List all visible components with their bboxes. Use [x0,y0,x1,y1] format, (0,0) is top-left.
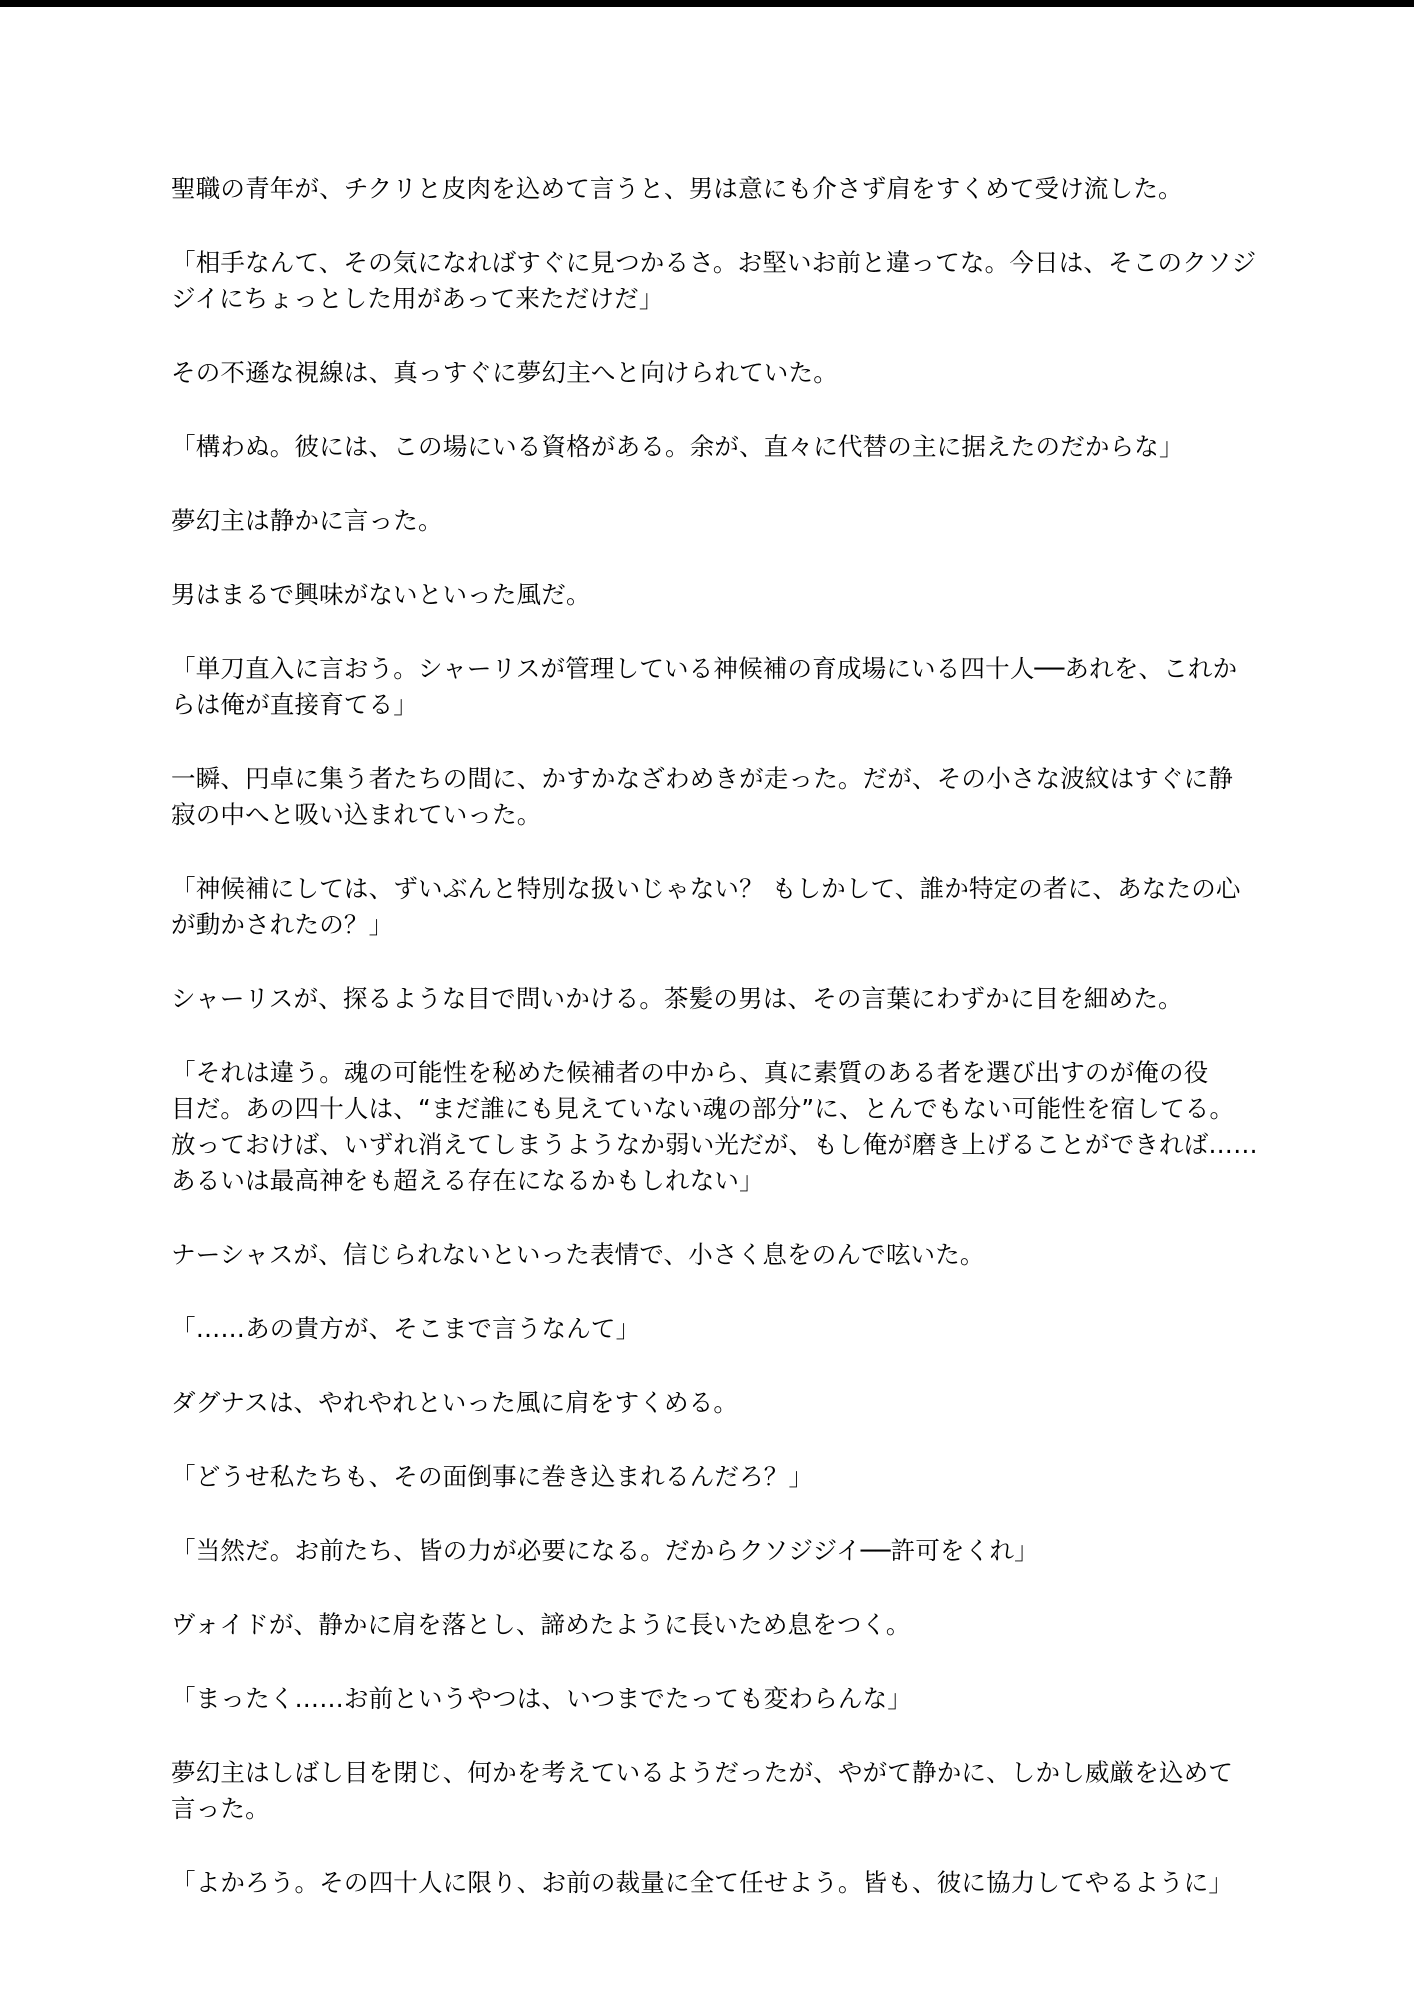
document-page [171,171,1258,1939]
paragraph [171,1385,1251,1421]
paragraph [171,577,1251,613]
text-line: 聖職の青年が、チクリと皮肉を込めて言うと、男は意にも介さず肩をすくめて受け流した。 [171,174,1183,203]
text-line: シャーリスが、探るような目で問いかける。茶髪の男は、その言葉にわずかに目を細めた。 [171,984,1183,1013]
text-line: 夢幻主は静かに言った。 [171,506,443,535]
text-line: ジイにちょっとした用があって来ただけだ」 [171,284,664,313]
text-line: 放っておけば、いずれ消えてしまうようなか弱い光だが、もし俺が磨き上げることができれば…… [171,1130,1258,1159]
text-line: らは俺が直接育てる」 [171,690,418,719]
paragraph [171,355,1251,391]
paragraph [171,1459,1251,1495]
paragraph [171,1311,1251,1347]
text-line: 「相手なんて、その気になればすぐに見つかるさ。お堅いお前と違ってな。今日は、そこのクソジ [171,248,1257,277]
text-line: ダグナスは、やれやれといった風に肩をすくめる。 [171,1388,739,1417]
text-line: 目だ。あの四十人は、“まだ誰にも見えていない魂の部分”に、とんでもない可能性を宿してる。 [171,1094,1235,1123]
paragraph [171,1237,1251,1273]
paragraph [171,1055,1258,1199]
top-border [0,0,1414,7]
text-line: 「まったく……お前というやつは、いつまでたっても変わらんな」 [171,1684,912,1713]
text-line: 寂の中へと吸い込まれていった。 [171,800,542,829]
text-line: 「どうせ私たちも、その面倒事に巻き込まれるんだろ？」 [171,1462,814,1491]
text-line: 「よかろう。その四十人に限り、お前の裁量に全て任せよう。皆も、彼に協力してやるように」 [171,1868,1234,1897]
text-line: 「神候補にしては、ずいぶんと特別な扱いじゃない？ もしかして、誰か特定の者に、あなたの心 [171,874,1241,903]
text-line: 「……あの貴方が、そこまで言うなんて」 [171,1314,641,1343]
text-line: 「当然だ。お前たち、皆の力が必要になる。だからクソジジイ──許可をくれ」 [171,1536,1039,1565]
text-line: 「それは違う。魂の可能性を秘めた候補者の中から、真に素質のある者を選び出すのが俺の役 [171,1058,1209,1087]
text-line: あるいは最高神をも超える存在になるかもしれない」 [171,1166,764,1195]
text-line: が動かされたの？」 [171,910,394,939]
paragraph [171,245,1257,317]
paragraph [171,1681,1251,1717]
text-line: ナーシャスが、信じられないといった表情で、小さく息をのんで呟いた。 [171,1240,985,1269]
paragraph [171,503,1251,539]
text-line: 「構わぬ。彼には、この場にいる資格がある。余が、直々に代替の主に据えたのだからな」 [171,432,1184,461]
text-line: その不遜な視線は、真っすぐに夢幻主へと向けられていた。 [171,358,838,387]
paragraph [171,1865,1251,1901]
paragraph [171,651,1251,723]
text-line: 言った。 [171,1794,270,1823]
text-line: 「単刀直入に言おう。シャーリスが管理している神候補の育成場にいる四十人──あれを、これか [171,654,1238,683]
paragraph [171,429,1251,465]
text-line: ヴォイドが、静かに肩を落とし、諦めたように長いため息をつく。 [171,1610,911,1639]
paragraph [171,1533,1251,1569]
text-line: 夢幻主はしばし目を閉じ、何かを考えているようだったが、やがて静かに、しかし威厳を込めて [171,1758,1234,1787]
paragraph [171,871,1251,943]
paragraph [171,171,1251,207]
paragraph [171,981,1251,1017]
text-line: 男はまるで興味がないといった風だ。 [171,580,591,609]
paragraph [171,761,1251,833]
paragraph [171,1755,1251,1827]
text-line: 一瞬、円卓に集う者たちの間に、かすかなざわめきが走った。だが、その小さな波紋はすぐに静 [171,764,1234,793]
paragraph [171,1607,1251,1643]
